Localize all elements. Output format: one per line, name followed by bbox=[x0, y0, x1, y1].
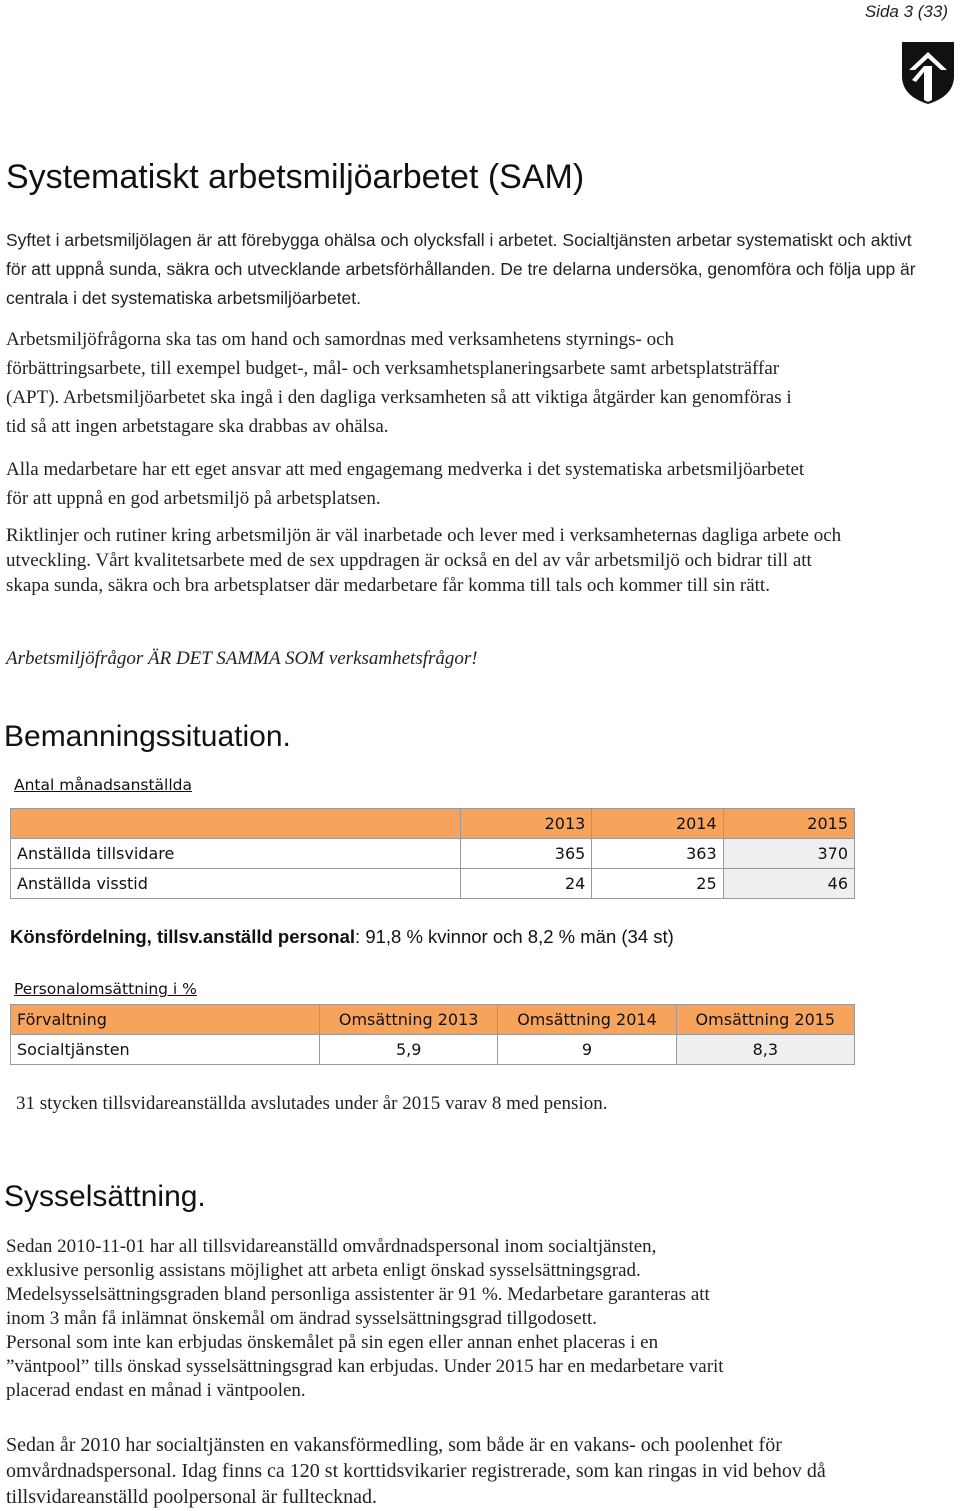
employment-rate-paragraph bbox=[6, 1235, 724, 1403]
table-row bbox=[11, 869, 855, 899]
paragraph-line: exklusive personlig assistans möjlighet att arbeta enligt önskad sysselsättningsgrad. bbox=[6, 1260, 641, 1281]
sam-guidelines-paragraph: Riktlinjer och rutiner kring arbetsmiljön är väl inarbetade och lever med i verksamheternas dagliga arbete och utveckling. Vårt kvalitetsarbete med de sex uppdragen är också en del av vår arbetsmiljö och bidrar till att skapa sunda, säkra och bra arbetsplatser där medarbetare får komma till tals och kommer till sin rätt. bbox=[6, 525, 842, 596]
year-header: 2014 bbox=[592, 809, 723, 839]
table-header-row bbox=[11, 809, 855, 839]
terminations-note: 31 stycken tillsvidareanställda avslutades under år 2015 varav 8 med pension. bbox=[16, 1093, 608, 1114]
gender-distribution-label: Könsfördelning, tillsv.anställd personal bbox=[10, 926, 356, 947]
vacancy-paragraph: Sedan år 2010 har socialtjänsten en vakansförmedling, som både är en vakans- och poolenhet för omvårdnadspersonal. Idag finns ca 120 st korttidsvikarier registrerade, som kan ringas in vid behov då tillsvidareanställd poolpersonal är fulltecknad. bbox=[6, 1434, 826, 1508]
table-header-empty bbox=[11, 809, 461, 839]
municipality-logo-icon bbox=[900, 40, 956, 106]
cell-value: 363 bbox=[592, 839, 723, 869]
cell-value: 5,9 bbox=[320, 1035, 498, 1065]
table-row bbox=[11, 1035, 855, 1065]
paragraph-line: Personal som inte kan erbjudas önskemålet på sin egen eller annan enhet placeras i en bbox=[6, 1332, 659, 1353]
bemanning-heading: Bemanningssituation. bbox=[4, 720, 291, 753]
turnover-table bbox=[10, 1004, 855, 1065]
paragraph-line: ”väntpool” tills önskad sysselsättningsgrad kan erbjudas. Under 2015 har en medarbetare varit bbox=[6, 1356, 724, 1377]
row-label: Socialtjänsten bbox=[11, 1035, 320, 1065]
cell-value: 9 bbox=[498, 1035, 676, 1065]
turnover-table-caption: Personalomsättning i % bbox=[14, 980, 197, 998]
sam-intro-paragraph: Syftet i arbetsmiljölagen är att förebygga ohälsa och olycksfall i arbetet. Socialtjänsten arbetar systematiskt och aktivt för att uppnå sunda, säkra och utvecklande arbetsförhållanden. De tre delarna undersöka, genomföra och följa upp är centrala i det systematiska arbetsmiljöarbetet. bbox=[6, 230, 916, 308]
gender-distribution bbox=[10, 926, 674, 948]
column-header: Förvaltning bbox=[11, 1005, 320, 1035]
year-header: 2015 bbox=[723, 809, 854, 839]
employees-table-caption: Antal månadsanställda bbox=[14, 776, 192, 794]
cell-value: 370 bbox=[723, 839, 854, 869]
row-label: Anställda tillsvidare bbox=[11, 839, 461, 869]
column-header: Omsättning 2015 bbox=[676, 1005, 854, 1035]
table-row bbox=[11, 839, 855, 869]
cell-value: 25 bbox=[592, 869, 723, 899]
column-header: Omsättning 2013 bbox=[320, 1005, 498, 1035]
cell-value: 8,3 bbox=[676, 1035, 854, 1065]
cell-value: 24 bbox=[461, 869, 592, 899]
row-label: Anställda visstid bbox=[11, 869, 461, 899]
gender-distribution-value: : 91,8 % kvinnor och 8,2 % män (34 st) bbox=[355, 926, 674, 947]
paragraph-line: placerad endast en månad i väntpoolen. bbox=[6, 1380, 306, 1401]
paragraph-line: inom 3 mån få inlämnat önskemål om ändrad sysselsättningsgrad tillgodosett. bbox=[6, 1308, 598, 1329]
sam-responsibility-paragraph: Alla medarbetare har ett eget ansvar att med engagemang medverka i det systematiska arbetsmiljöarbetet för att uppnå en god arbetsmiljö på arbetsplatsen. bbox=[6, 459, 805, 509]
employees-table bbox=[10, 808, 855, 899]
page-number: Sida 3 (33) bbox=[864, 2, 948, 21]
sysselsattning-heading: Sysselsättning. bbox=[4, 1180, 206, 1213]
cell-value: 365 bbox=[461, 839, 592, 869]
table-header-row bbox=[11, 1005, 855, 1035]
year-header: 2013 bbox=[461, 809, 592, 839]
column-header: Omsättning 2014 bbox=[498, 1005, 676, 1035]
paragraph-line: Medelsysselsättningsgraden bland personliga assistenter är 91 %. Medarbetare garanteras att bbox=[6, 1284, 710, 1305]
cell-value: 46 bbox=[723, 869, 854, 899]
paragraph-line: Sedan 2010-11-01 har all tillsvidareanställd omvårdnadspersonal inom socialtjänsten, bbox=[6, 1236, 657, 1257]
sam-integration-paragraph: Arbetsmiljöfrågorna ska tas om hand och samordnas med verksamhetens styrnings- och förbättringsarbete, till exempel budget-, mål- och verksamhetsplaneringsarbete samt arbetsplatsträffar (APT). Arbetsmiljöarbetet ska ingå i den dagliga verksamheten så att viktiga åtgärder kan genomföras i tid så att ingen arbetstagare ska drabbas av ohälsa. bbox=[6, 329, 792, 437]
sam-slogan: Arbetsmiljöfrågor ÄR DET SAMMA SOM verksamhetsfrågor! bbox=[6, 648, 478, 669]
sam-heading: Systematiskt arbetsmiljöarbetet (SAM) bbox=[6, 158, 585, 196]
